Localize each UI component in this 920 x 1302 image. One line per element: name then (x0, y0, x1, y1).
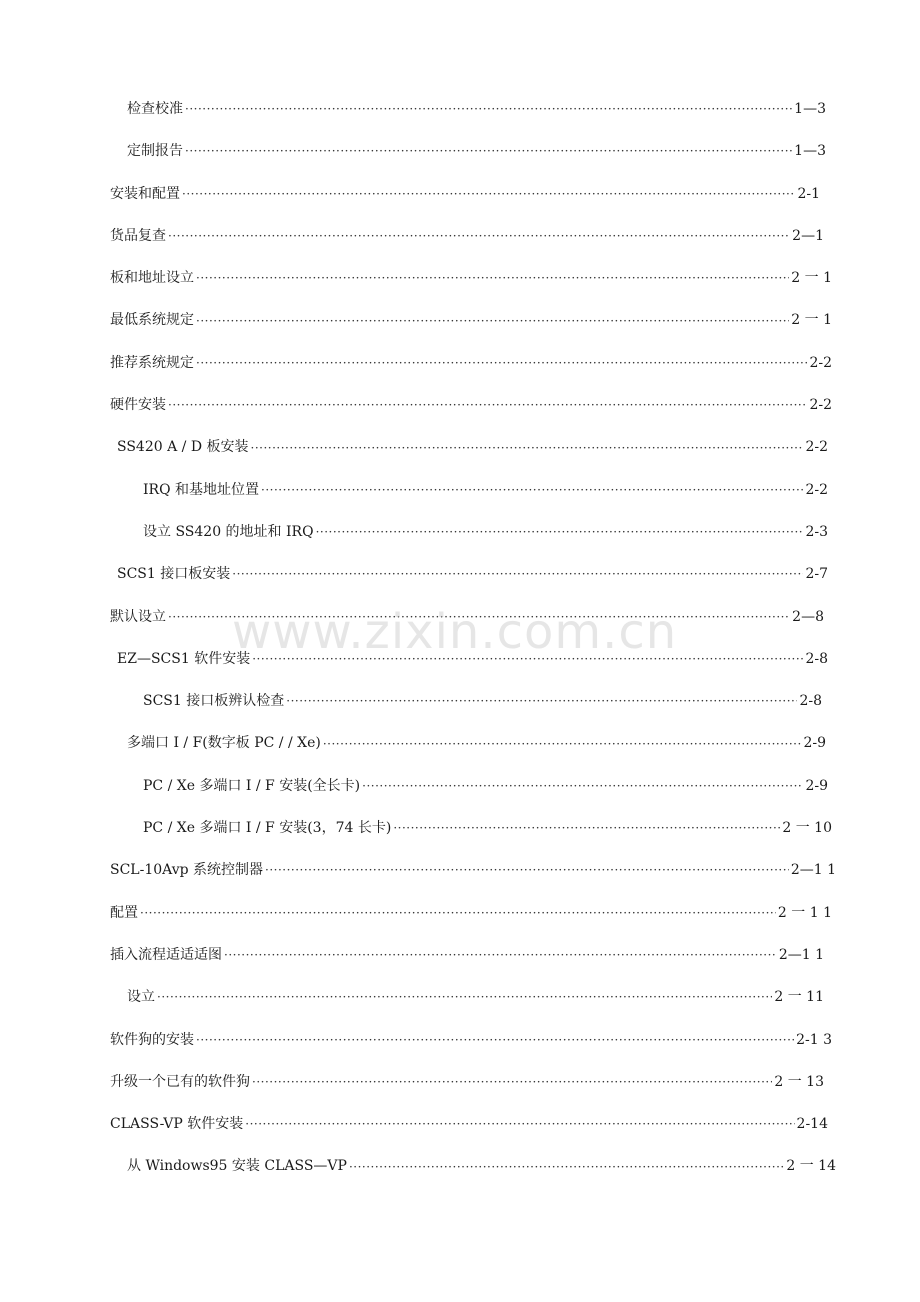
toc-entry-page: 2 一 10 (782, 820, 832, 837)
dot-leader (393, 818, 780, 838)
toc-entry (117, 638, 828, 680)
toc-entry-page: 2—1 (792, 227, 824, 244)
toc-entry-title: SCS1 接口板安装 (117, 566, 231, 583)
dot-leader (196, 311, 789, 331)
toc-entry-title: PC / Xe 多端口 I / F 安装(3，74 长卡) (143, 820, 392, 837)
dot-leader (168, 226, 790, 246)
toc-entry-title: 软件狗的安装 (110, 1031, 194, 1048)
toc-entry (143, 765, 828, 807)
dot-leader (182, 184, 795, 204)
toc-entry (110, 849, 836, 891)
toc-entry-title: 板和地址设立 (110, 270, 194, 287)
dot-leader (349, 1157, 784, 1177)
toc-entry (110, 299, 832, 341)
toc-entry-page: 2-3 (805, 523, 828, 540)
toc-entry-page: 2-9 (803, 735, 826, 752)
toc-entry (117, 426, 828, 468)
toc-entry-page: 2-2 (805, 439, 828, 456)
toc-entry-title: 最低系统规定 (110, 312, 194, 329)
toc-entry-page: 2 一 1 1 (777, 904, 832, 921)
toc-entry (110, 892, 832, 934)
toc-entry (143, 511, 828, 553)
watermark: www.zixin.com.cn (232, 604, 678, 660)
toc-entry (143, 807, 832, 849)
toc-entry (127, 722, 826, 764)
toc-entry-title: 硬件安装 (110, 397, 166, 414)
toc-entry (127, 130, 826, 172)
toc-entry-title: 定制报告 (127, 143, 183, 160)
dot-leader (252, 649, 803, 669)
dot-leader (265, 860, 789, 880)
dot-leader (168, 395, 807, 415)
toc-entry (110, 1061, 824, 1103)
dot-leader (316, 522, 804, 542)
toc-entry-page: 2-2 (809, 397, 832, 414)
toc-entry (127, 88, 826, 130)
toc-entry-page: 2 一 1 (791, 312, 832, 329)
toc-entry (127, 976, 824, 1018)
toc-entry-page: 2-7 (805, 566, 828, 583)
dot-leader (185, 99, 792, 119)
toc-entry-page: 2-14 (796, 1116, 828, 1133)
dot-leader (185, 141, 792, 161)
dot-leader (196, 1030, 794, 1050)
toc-entry-title: 安装和配置 (110, 185, 180, 202)
dot-leader (251, 438, 804, 458)
toc-entry (110, 342, 832, 384)
toc-entry-title: 默认设立 (110, 608, 166, 625)
toc-entry (110, 1103, 828, 1145)
toc-entry (127, 1145, 836, 1187)
toc-entry-title: SCL-10Avp 系统控制器 (110, 862, 264, 879)
toc-entry (143, 469, 828, 511)
toc-entry-page: 2 一 1 (791, 270, 832, 287)
toc-entry (143, 680, 822, 722)
toc-entry-title: PC / Xe 多端口 I / F 安装(全长卡) (143, 777, 361, 794)
toc-entry-page: 2-9 (805, 777, 828, 794)
dot-leader (261, 480, 803, 500)
dot-leader (196, 353, 807, 373)
toc-entry (110, 596, 824, 638)
toc-entry-title: 多端口 I / F(数字板 PC / / Xe) (127, 735, 321, 752)
toc-entry-page: 2-1 (797, 185, 820, 202)
toc-entry-title: 插入流程适适适图 (110, 946, 222, 963)
toc-entry-page: 2—1 1 (790, 862, 836, 879)
toc-entry (110, 934, 824, 976)
toc-entry (110, 215, 824, 257)
toc-entry-title: 设立 SS420 的地址和 IRQ (143, 523, 314, 540)
dot-leader (362, 776, 803, 796)
toc-entry-title: 升级一个已有的软件狗 (110, 1073, 250, 1090)
toc-entry-page: 2-8 (799, 693, 822, 710)
toc-entry-page: 2-1 3 (796, 1031, 832, 1048)
toc-entry-title: SCS1 接口板辨认检查 (143, 693, 285, 710)
dot-leader (224, 945, 777, 965)
toc-entry-page: 1—3 (794, 101, 826, 117)
dot-leader (168, 607, 790, 627)
toc-entry-title: 检查校准 (127, 101, 183, 117)
toc-entry-page: 2—8 (792, 608, 824, 625)
toc-entry (110, 257, 832, 299)
toc-entry (110, 1019, 832, 1061)
toc-entry-page: 2-2 (805, 481, 828, 498)
toc-entry-title: SS420 A / D 板安装 (117, 439, 249, 456)
toc-entry-page: 2—1 1 (778, 946, 824, 963)
dot-leader (232, 564, 803, 584)
toc-entry-title: EZ—SCS1 软件安装 (117, 650, 251, 667)
dot-leader (140, 903, 776, 923)
toc-entry-title: 从 Windows95 安装 CLASS—VP (127, 1158, 347, 1175)
dot-leader (196, 268, 789, 288)
toc-entry (117, 553, 828, 595)
toc-entry-title: 设立 (127, 989, 155, 1006)
toc-entry-title: 配置 (110, 904, 138, 921)
dot-leader (323, 734, 802, 754)
toc-entry (110, 384, 832, 426)
toc-entry-page: 2 一 13 (774, 1073, 824, 1090)
toc-entry-page: 2 一 14 (786, 1158, 836, 1175)
toc-entry-page: 2-8 (805, 650, 828, 667)
table-of-contents (0, 88, 920, 1188)
dot-leader (157, 987, 772, 1007)
toc-entry-title: 货品复查 (110, 227, 166, 244)
toc-entry-title: CLASS-VP 软件安装 (110, 1116, 244, 1133)
toc-entry-title: IRQ 和基地址位置 (143, 481, 259, 498)
dot-leader (286, 691, 797, 711)
toc-entry-page: 2 一 11 (774, 989, 824, 1006)
toc-entry (110, 173, 820, 215)
toc-entry-page: 1—3 (794, 143, 826, 160)
toc-entry-page: 2-2 (809, 354, 832, 371)
dot-leader (245, 1114, 794, 1134)
toc-entry-title: 推荐系统规定 (110, 354, 194, 371)
dot-leader (252, 1072, 772, 1092)
